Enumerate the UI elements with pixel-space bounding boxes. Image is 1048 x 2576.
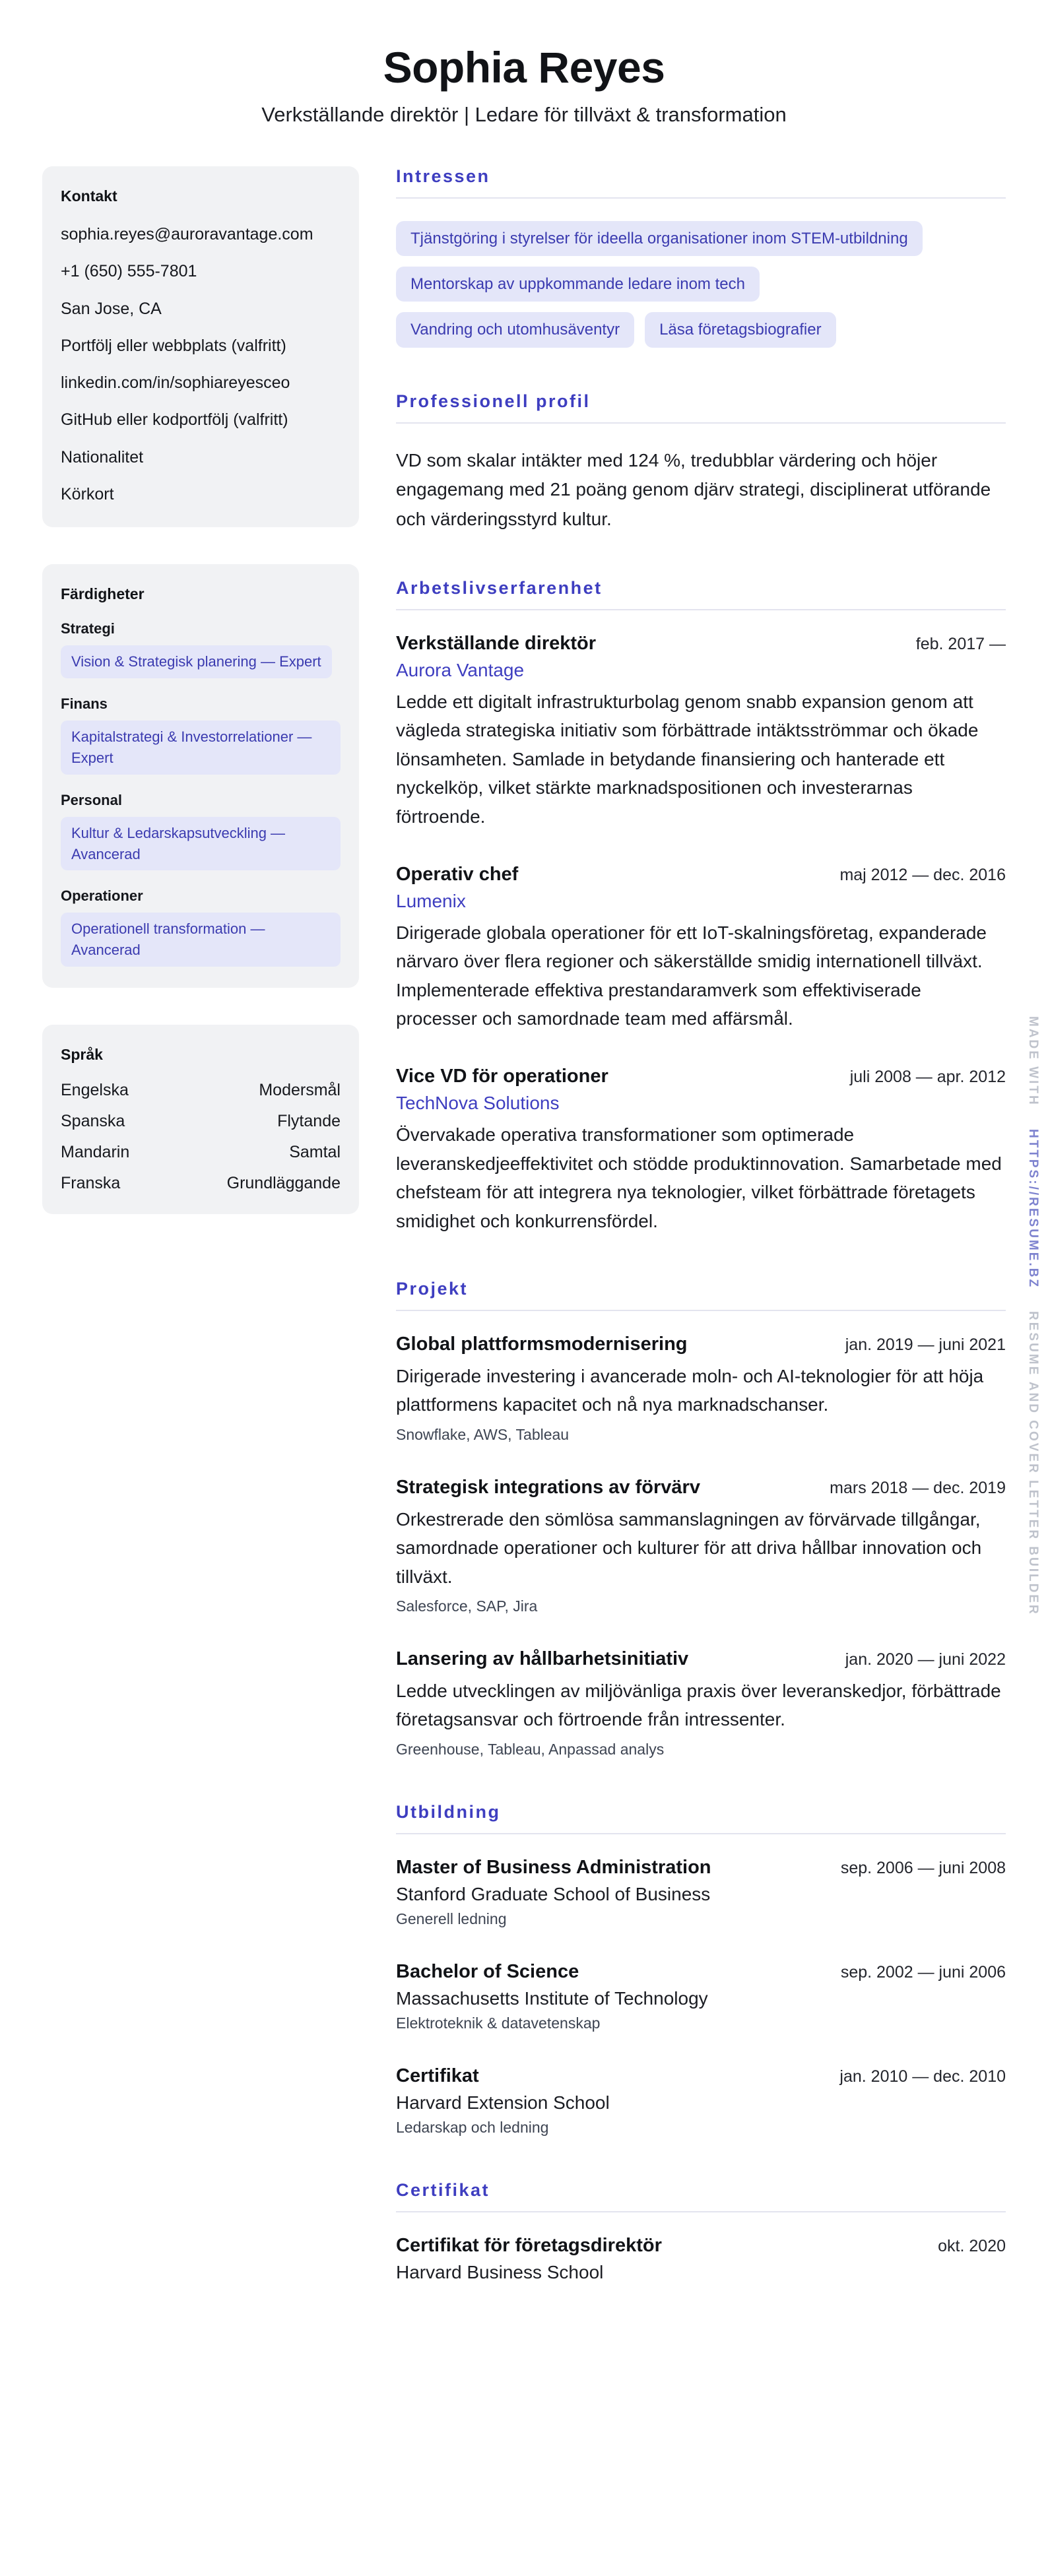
project-entry <box>396 1334 1006 1444</box>
project-dates: jan. 2020 — juni 2022 <box>845 1650 1006 1669</box>
job-description: Övervakade operativa transformationer som optimerade leveranskedjeeffektivitet och stödde produktinnovation. Samarbetade med chefsteam för att integrera nya teknologier, vilket förbättrade företagets smidighet och konkurrensfördel. <box>396 1124 1002 1231</box>
project-tools: Salesforce, SAP, Jira <box>396 1597 538 1615</box>
contact-list <box>61 222 341 506</box>
contact-linkedin: linkedin.com/in/sophiareyesceo <box>61 373 290 392</box>
degree: Bachelor of Science <box>396 1960 579 1982</box>
school-name: Harvard Extension School <box>396 2092 610 2113</box>
job-dates: juli 2008 — apr. 2012 <box>849 1068 1006 1087</box>
contact-nationality: Nationalitet <box>61 447 144 467</box>
school-name: Massachusetts Institute of Technology <box>396 1987 708 2009</box>
skill-group <box>61 695 341 775</box>
watermark <box>1026 1016 1040 1616</box>
watermark-tagline: RESUME AND COVER LETTER BUILDER <box>1026 1310 1040 1616</box>
section-certificates <box>396 2180 1006 2283</box>
language-level: Grundläggande <box>226 1174 341 1193</box>
education-title: Utbildning <box>396 1802 1006 1834</box>
experience-entry <box>396 1066 1006 1235</box>
languages-title: Språk <box>61 1046 103 1064</box>
interest-tag: Läsa företagsbiografier <box>645 312 835 347</box>
contact-email: sophia.reyes@auroravantage.com <box>61 225 313 243</box>
section-profile <box>396 391 1006 534</box>
entry-head <box>396 633 1006 655</box>
page-title: Sophia Reyes <box>383 43 665 92</box>
skill-tag: Kapitalstrategi & Investorrelationer — Expert <box>61 721 341 775</box>
contact-title: Kontakt <box>61 187 117 205</box>
projects-title: Projekt <box>396 1279 1006 1311</box>
project-dates: mars 2018 — dec. 2019 <box>830 1478 1006 1497</box>
profile-title: Professionell profil <box>396 391 1006 424</box>
contact-location: San Jose, CA <box>61 299 162 318</box>
contact-github: GitHub eller kodportfölj (valfritt) <box>61 410 288 430</box>
company-link[interactable]: TechNova Solutions <box>396 1093 560 1114</box>
education-entry <box>396 1961 1006 2032</box>
entry-head <box>396 1477 1006 1498</box>
skill-category: Personal <box>61 791 122 808</box>
watermark-url-link[interactable]: HTTPS://RESUME.BZ <box>1026 1128 1040 1289</box>
job-role: Verkställande direktör <box>396 632 597 654</box>
profile-text: VD som skalar intäkter med 124 %, tredubblar värdering och höjer engagemang med 21 poäng genom djärv strategi, disciplinerat utförande och värderingsstyrd kultur. <box>396 449 991 530</box>
sidebar <box>42 166 359 1214</box>
project-tools: Snowflake, AWS, Tableau <box>396 1425 570 1443</box>
entry-head <box>396 1961 1006 1983</box>
interests-title: Intressen <box>396 166 1006 199</box>
languages-card <box>42 1025 359 1214</box>
experience-entry <box>396 864 1006 1033</box>
skill-category: Strategi <box>61 620 115 637</box>
education-note: Generell ledning <box>396 1910 507 1927</box>
degree: Certifikat <box>396 2065 479 2086</box>
certificate-issuer: Harvard Business School <box>396 2261 604 2282</box>
language-name: Franska <box>61 1174 121 1193</box>
certificate-name: Certifikat för företagsdirektör <box>396 2234 662 2256</box>
project-description: Ledde utvecklingen av miljövänliga praxis över leveranskedjor, förbättrade företagsansvar och förtroende från intressenter. <box>396 1680 1001 1730</box>
section-experience <box>396 578 1006 1235</box>
project-tools: Greenhouse, Tableau, Anpassad analys <box>396 1740 665 1758</box>
project-entry <box>396 1648 1006 1758</box>
language-level: Samtal <box>289 1143 341 1162</box>
entry-head <box>396 1334 1006 1355</box>
skill-category: Operationer <box>61 887 143 905</box>
skill-tag: Kultur & Ledarskapsutveckling — Avancerad <box>61 817 341 871</box>
language-row <box>61 1112 341 1131</box>
language-name: Engelska <box>61 1081 129 1100</box>
contact-phone: +1 (650) 555-7801 <box>61 262 197 281</box>
section-education <box>396 1802 1006 2137</box>
project-dates: jan. 2019 — juni 2021 <box>845 1336 1006 1355</box>
section-projects <box>396 1279 1006 1758</box>
contact-portfolio: Portfölj eller webbplats (valfritt) <box>61 336 286 355</box>
experience-title: Arbetslivserfarenhet <box>396 578 1006 610</box>
interest-tag: Mentorskap av uppkommande ledare inom tech <box>396 267 760 302</box>
education-note: Elektroteknik & datavetenskap <box>396 2014 601 2032</box>
interest-tags <box>396 221 1006 348</box>
certificates-title: Certifikat <box>396 2180 1006 2212</box>
company-link[interactable]: Lumenix <box>396 890 466 911</box>
interest-tag: Vandring och utomhusäventyr <box>396 312 634 347</box>
two-column-layout <box>42 166 1006 2327</box>
job-description: Ledde ett digitalt infrastrukturbolag genom snabb expansion genom att vägleda strategiska initiativ som förbättrade intäktsströmmar och ökade lönsamheten. Samlade in betydande finansiering och hanterade ett nyckelköp, vilket stärkte marknadspositionen och investerarnas förtroende. <box>396 691 979 827</box>
company-link[interactable]: Aurora Vantage <box>396 659 525 680</box>
headline: Verkställande direktör | Ledare för tillväxt & transformation <box>261 103 787 126</box>
language-row <box>61 1174 341 1193</box>
skills-title: Färdigheter <box>61 585 145 602</box>
language-name: Mandarin <box>61 1143 130 1162</box>
certificate-dates: okt. 2020 <box>938 2236 1006 2255</box>
skill-group <box>61 887 341 967</box>
watermark-made-with: MADE WITH <box>1026 1016 1040 1107</box>
job-dates: maj 2012 — dec. 2016 <box>839 865 1006 884</box>
experience-entry <box>396 633 1006 831</box>
skill-group <box>61 792 341 871</box>
section-interests <box>396 166 1006 348</box>
entry-head <box>396 1857 1006 1879</box>
education-dates: sep. 2006 — juni 2008 <box>840 1858 1006 1877</box>
project-description: Dirigerade investering i avancerade moln- och AI-teknologier för att höja plattformens kapacitet och nå nya marknadschanser. <box>396 1366 984 1415</box>
project-description: Orkestrerade den sömlösa sammanslagningen av förvärvade tillgångar, samordnade operationer och kulturer för att driva hållbar innovation och tillväxt. <box>396 1508 982 1587</box>
resume-header <box>42 42 1006 127</box>
education-note: Ledarskap och ledning <box>396 2118 549 2136</box>
job-role: Vice VD för operationer <box>396 1066 608 1087</box>
contact-card <box>42 166 359 527</box>
skill-category: Finans <box>61 695 108 712</box>
skill-tag: Operationell transformation — Avancerad <box>61 913 341 967</box>
skill-group <box>61 620 341 678</box>
contact-drivers-license: Körkort <box>61 484 114 503</box>
education-dates: sep. 2002 — juni 2006 <box>840 1962 1006 1981</box>
job-description: Dirigerade globala operationer för ett IoT-skalningsföretag, expanderade närvaro över flera regioner och säkerställde smidig internationell tillväxt. Implementerade effektiva prestandaramverk som effektiviserade processer och samordnade team med affärsmål. <box>396 922 987 1029</box>
skills-card <box>42 564 359 988</box>
project-entry <box>396 1477 1006 1615</box>
job-role: Operativ chef <box>396 863 519 885</box>
entry-head <box>396 2065 1006 2087</box>
entry-head <box>396 864 1006 886</box>
language-row <box>61 1081 341 1100</box>
entry-head <box>396 1648 1006 1670</box>
job-dates: feb. 2017 — <box>915 634 1006 653</box>
entry-head <box>396 2235 1006 2257</box>
certificate-entry <box>396 2235 1006 2283</box>
skill-tag: Vision & Strategisk planering — Expert <box>61 645 332 678</box>
project-name: Global plattformsmodernisering <box>396 1334 688 1355</box>
language-row <box>61 1143 341 1162</box>
entry-head <box>396 1066 1006 1087</box>
language-level: Modersmål <box>259 1081 341 1100</box>
education-entry <box>396 2065 1006 2137</box>
interest-tag: Tjänstgöring i styrelser för ideella organisationer inom STEM-utbildning <box>396 221 923 256</box>
main-content <box>396 166 1006 2327</box>
project-name: Strategisk integrations av förvärv <box>396 1476 700 1498</box>
degree: Master of Business Administration <box>396 1856 711 1878</box>
school-name: Stanford Graduate School of Business <box>396 1883 711 1904</box>
education-entry <box>396 1857 1006 1928</box>
language-level: Flytande <box>277 1112 341 1131</box>
language-name: Spanska <box>61 1112 125 1131</box>
education-dates: jan. 2010 — dec. 2010 <box>839 2067 1006 2086</box>
project-name: Lansering av hållbarhetsinitiativ <box>396 1648 689 1669</box>
